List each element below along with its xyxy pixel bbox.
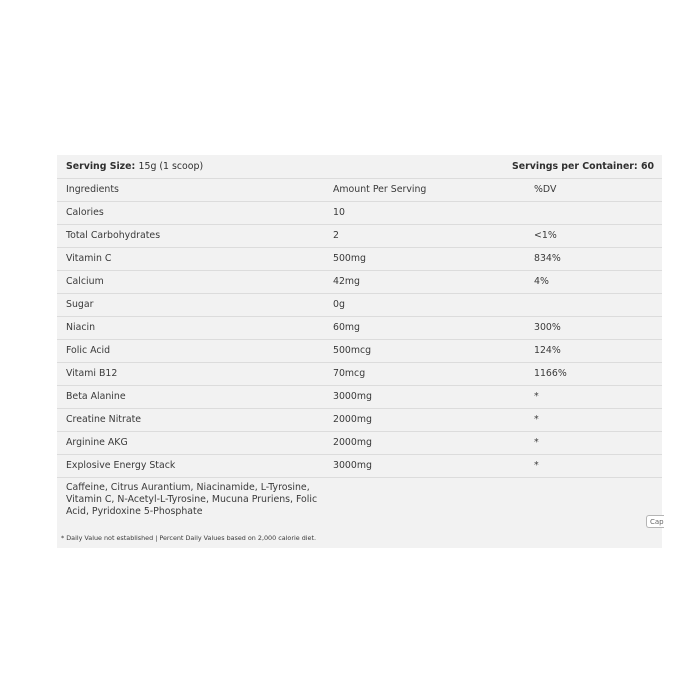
nutrient-amount: 3000mg [333,391,372,402]
nutrient-amount: 3000mg [333,460,372,471]
nutrient-dv: * [534,437,539,448]
nutrient-name: Calcium [66,276,104,287]
serving-size [66,161,203,172]
column-header-row [57,178,662,202]
nutrient-row [57,339,662,363]
nutrient-amount: 70mcg [333,368,366,379]
nutrient-name: Arginine AKG [66,437,128,448]
nutrient-row [57,385,662,409]
nutrient-dv: <1% [534,230,557,241]
nutrient-dv: * [534,460,539,471]
nutrient-dv: 4% [534,276,549,287]
nutrient-amount: 2000mg [333,414,372,425]
nutrient-row [57,316,662,340]
nutrient-name: Sugar [66,299,94,310]
nutrient-row [57,408,662,432]
serving-size-value: 15g (1 scoop) [138,161,204,172]
stack-ingredients: Caffeine, Citrus Aurantium, Niacinamide, L-Tyrosine, Vitamin C, N-Acetyl-L-Tyrosine, Mucuna Pruriens, Folic Acid, Pyridoxine 5-Phosphate [66,482,318,517]
nutrient-amount: 42mg [333,276,361,287]
nutrient-amount: 0g [333,299,345,310]
col-header-ingredients: Ingredients [66,184,119,195]
nutrient-dv: * [534,391,539,402]
nutrient-dv: 124% [534,345,561,356]
nutrient-row [57,224,662,248]
serving-size-label: Serving Size: [66,161,136,172]
nutrient-row [57,270,662,294]
col-header-dv: %DV [534,184,557,195]
nutrient-dv: * [534,414,539,425]
nutrient-amount: 500mcg [333,345,372,356]
nutrient-name: Vitami B12 [66,368,118,379]
serving-header-row [57,155,662,179]
nutrient-row [57,247,662,271]
nutrient-name: Explosive Energy Stack [66,460,176,471]
servings-per-container: Servings per Container: 60 [512,161,654,172]
nutrient-amount: 60mg [333,322,361,333]
col-header-amount: Amount Per Serving [333,184,427,195]
nutrient-name: Beta Alanine [66,391,126,402]
nutrient-row [57,362,662,386]
nutrient-row [57,201,662,225]
nutrient-row [57,454,662,478]
nutrient-dv: 300% [534,322,561,333]
nutrient-name: Creatine Nitrate [66,414,142,425]
nutrient-name: Folic Acid [66,345,111,356]
nutrient-dv: 834% [534,253,561,264]
supplement-facts-panel [57,155,662,548]
nutrient-amount: 2 [333,230,339,241]
nutrient-row [57,431,662,455]
nutrient-name: Vitamin C [66,253,112,264]
daily-value-footnote: * Daily Value not established | Percent Daily Values based on 2,000 calorie diet. [61,534,316,542]
nutrient-row [57,293,662,317]
nutrient-amount: 10 [333,207,345,218]
nutrient-dv: 1166% [534,368,567,379]
nutrient-name: Calories [66,207,104,218]
nutrient-amount: 2000mg [333,437,372,448]
cap-button[interactable]: Cap [646,515,664,528]
nutrient-name: Total Carbohydrates [66,230,161,241]
nutrient-amount: 500mg [333,253,366,264]
nutrient-name: Niacin [66,322,96,333]
